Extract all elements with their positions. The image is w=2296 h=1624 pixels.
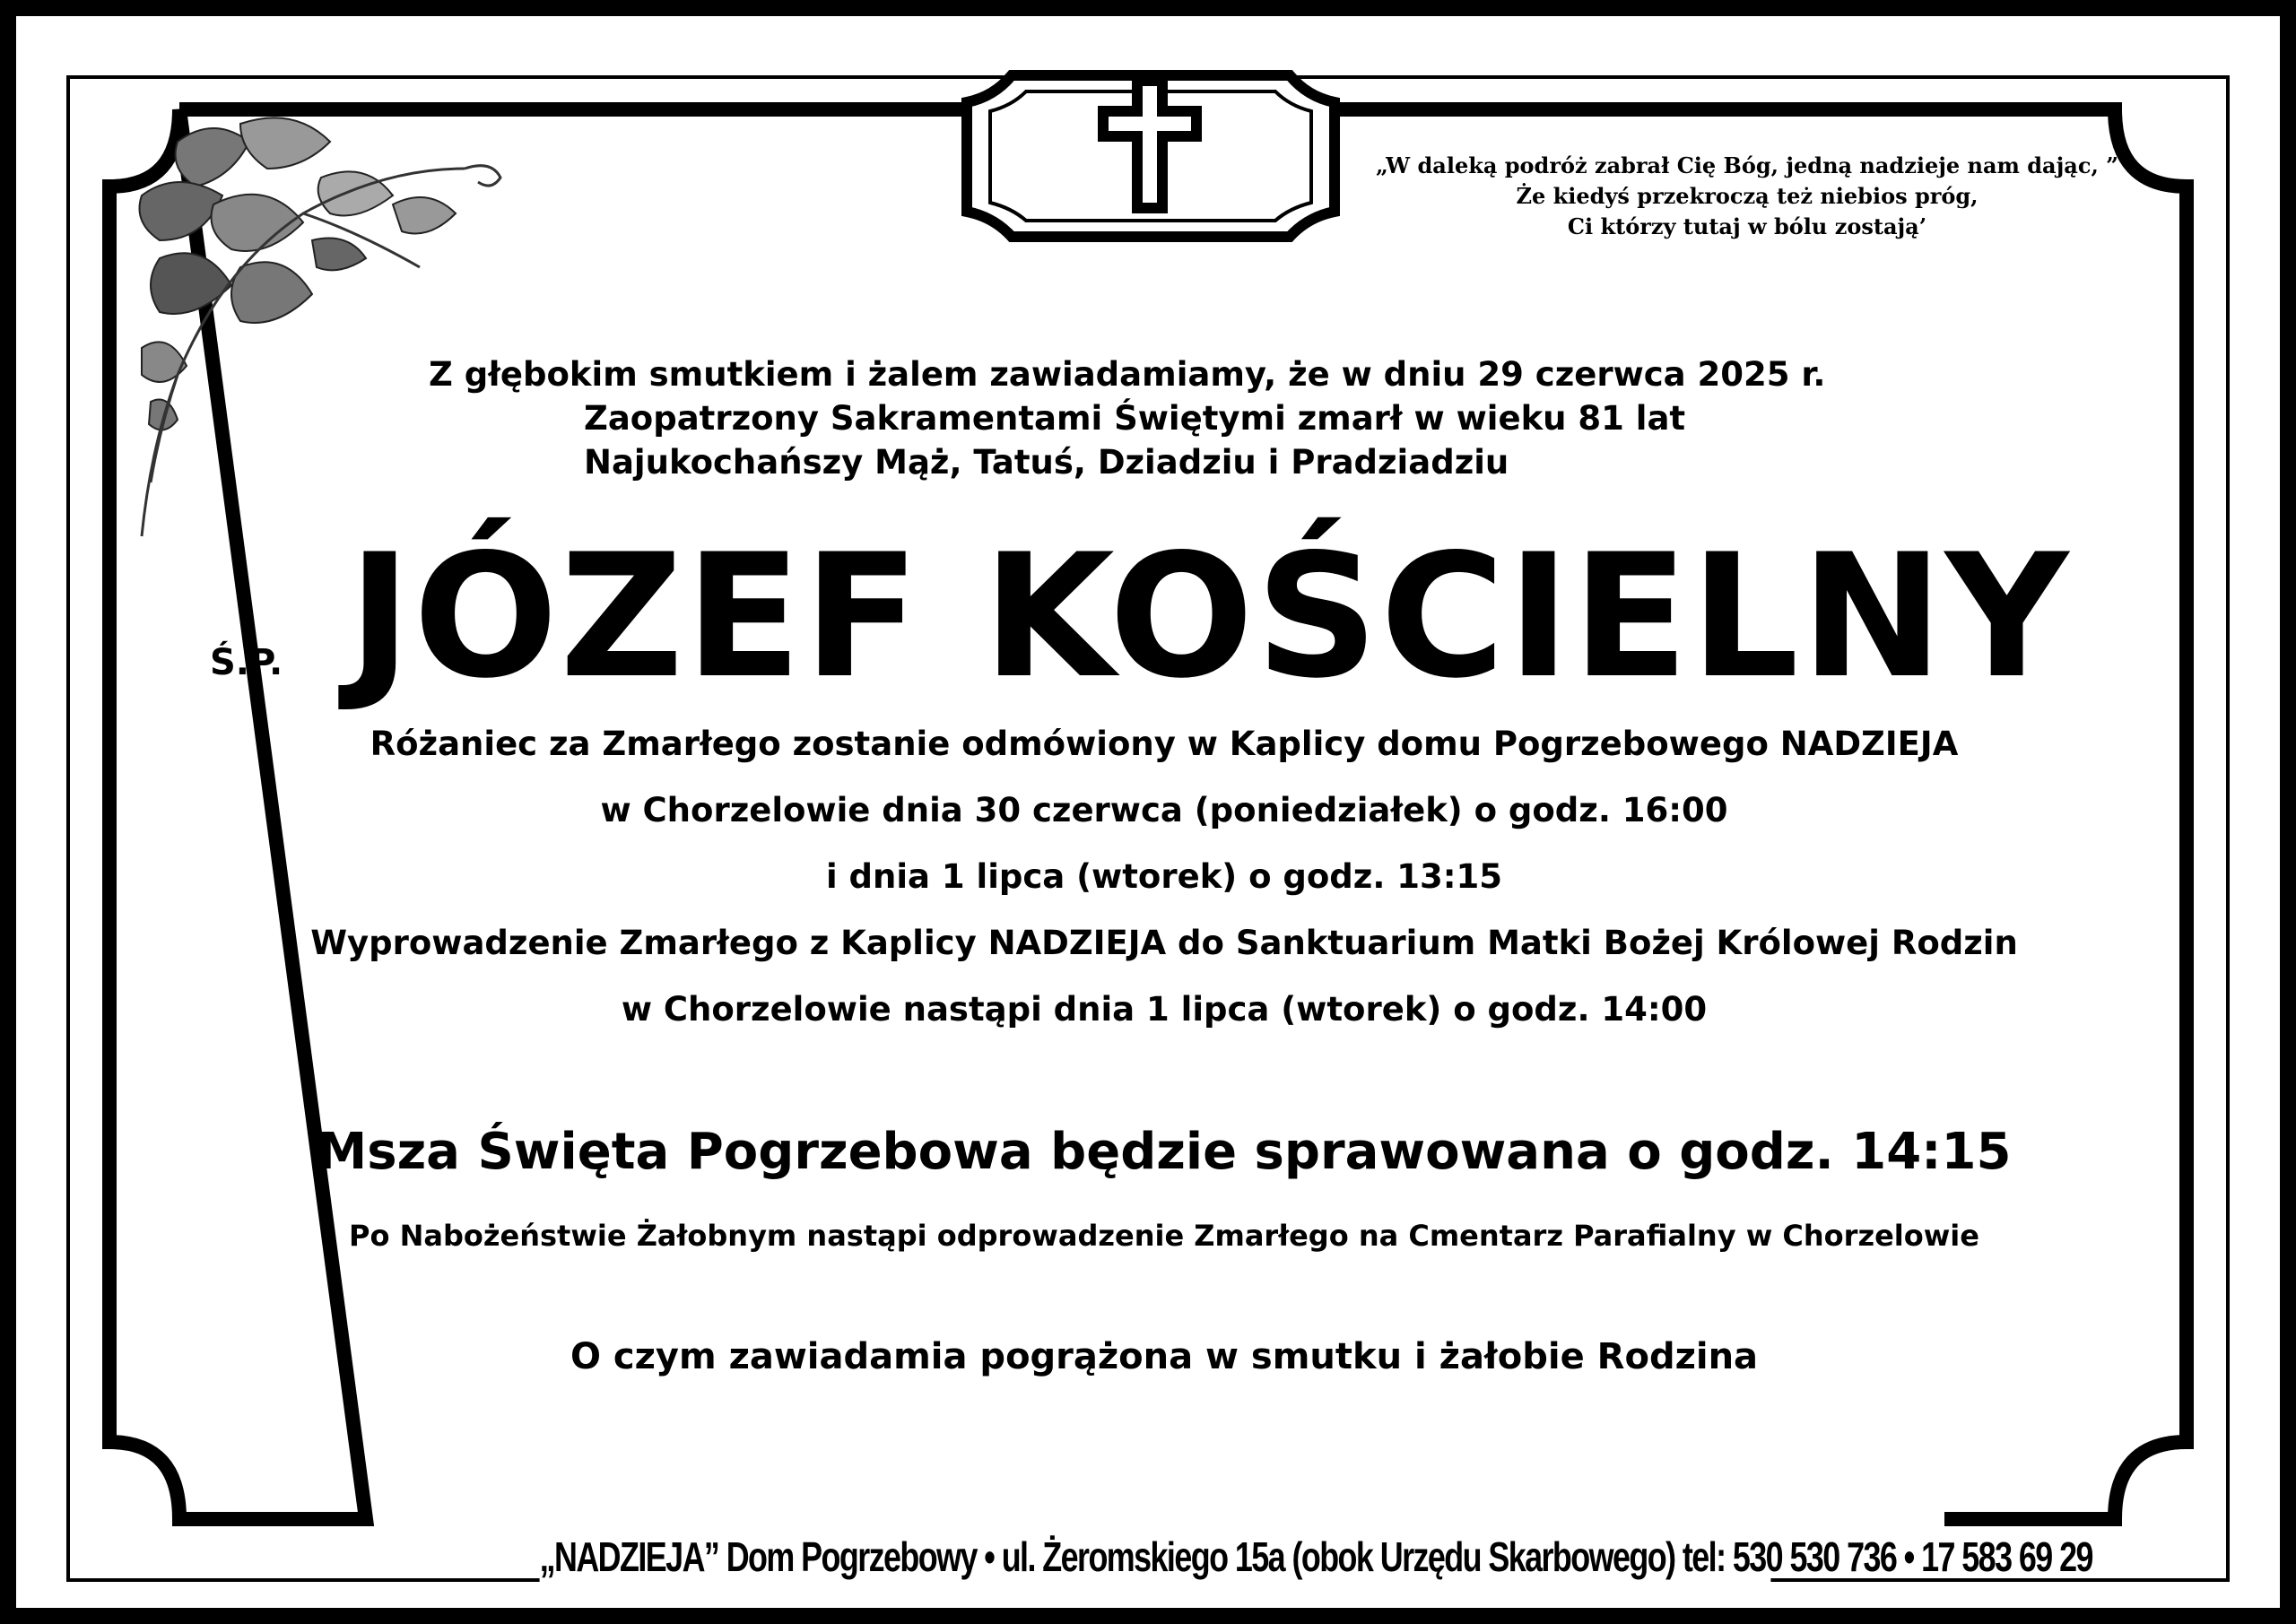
info-line: w Chorzelowie nastąpi dnia 1 lipca (wtorek) o godz. 14:00 bbox=[621, 990, 1708, 1029]
obituary-notice bbox=[16, 16, 2280, 1608]
funeral-mass: Msza Święta Pogrzebowa będzie sprawowana o godz. 14:15 bbox=[317, 1123, 2012, 1181]
info-line: w Chorzelowie dnia 30 czerwca (poniedziałek) o godz. 16:00 bbox=[600, 791, 1728, 829]
info-line: i dnia 1 lipca (wtorek) o godz. 13:15 bbox=[825, 857, 1503, 896]
name-prefix: Ś.P. bbox=[210, 642, 283, 683]
funeral-home-footer: „NADZIEJA” Dom Pogrzebowy • ul. Żeromskiego 15a (obok Urzędu Skarbowego) tel: 530 530 736 • 17 583 69 29 bbox=[540, 1530, 1771, 1584]
quote-line: „W daleką podróż zabrał Cię Bóg, jedną nadzieje nam dając, ” bbox=[1376, 152, 2118, 178]
quote-line: Ci którzy tutaj w bólu zostają’ bbox=[1567, 213, 1927, 239]
intro-line: Zaopatrzony Sakramentami Świętymi zmarł w wieku 81 lat bbox=[584, 399, 1686, 438]
memorial-quote bbox=[1352, 151, 2142, 242]
ceremony-info bbox=[160, 711, 2169, 1043]
intro-line: Najukochańszy Mąż, Tatuś, Dziadziu i Pradziadziu bbox=[584, 443, 1509, 482]
info-line: Wyprowadzenie Zmarłego z Kaplicy NADZIEJA do Sanktuarium Matki Bożej Królowej Rodzin bbox=[310, 924, 2018, 962]
announcement-intro bbox=[285, 352, 2025, 484]
info-line: Różaniec za Zmarłego zostanie odmówiony w Kaplicy domu Pogrzebowego NADZIEJA bbox=[370, 725, 1959, 763]
family-signature: O czym zawiadamia pogrążona w smutku i żałobie Rodzina bbox=[570, 1336, 1759, 1377]
cross-icon bbox=[1091, 68, 1209, 221]
deceased-name: JÓZEF KOŚCIELNY bbox=[348, 517, 2071, 716]
after-service: Po Nabożeństwie Żałobnym nastąpi odprowadzenie Zmarłego na Cmentarz Parafialny w Chorzelowie bbox=[349, 1219, 1979, 1253]
floral-ornament-icon bbox=[124, 106, 590, 572]
intro-line: Z głębokim smutkiem i żalem zawiadamiamy, że w dniu 29 czerwca 2025 r. bbox=[429, 355, 1826, 394]
quote-line: Że kiedyś przekroczą też niebios próg, bbox=[1516, 183, 1979, 209]
